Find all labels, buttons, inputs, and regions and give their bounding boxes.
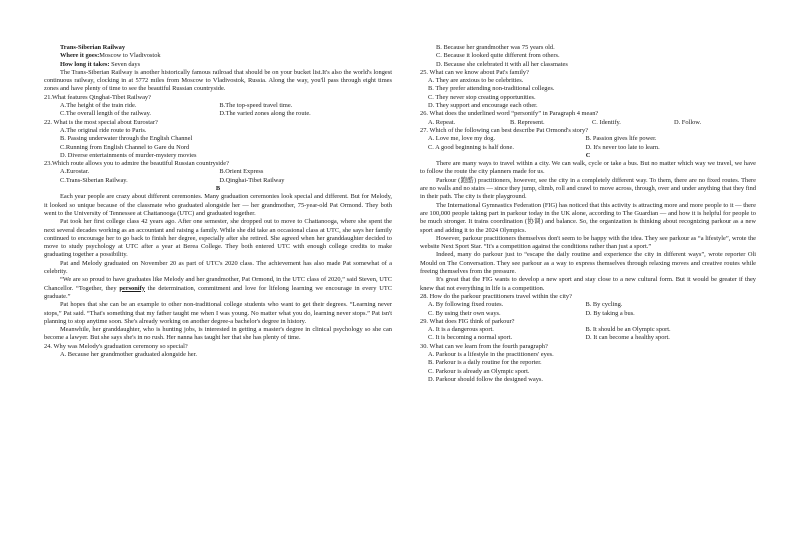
question-25: 25. What can we know about Pat's family? (420, 68, 529, 76)
left-column (44, 44, 392, 359)
q29-option-a: A. It is a dangerous sport. (428, 326, 494, 334)
q21-option-a: A.The height of the train ride. (60, 102, 137, 110)
passage-b-paragraph-2: Pat took her first college class 42 years ago. After one semester, she dropped out to move to Chattanooga, where she spent the next several decades working as an accountant and raising a family. While she did take an occasional class at UTC, she says her family continued to encourage her to go back to finish her degree, especially after she retired. She agreed when her granddaughter decided to move to study psychology at UTC after a year at Berea College. They both entered UTC with enough college credits to make graduating together a possibility. (44, 218, 392, 259)
question-29: 29. What does FIG think of parkour? (420, 317, 515, 325)
q28-option-b: B. By cycling. (585, 301, 623, 309)
passage-a-title: Trans-Siberian Railway (60, 44, 126, 51)
passage-b-paragraph-4: “We are so proud to have graduates like Melody and her grandmother, Pat Ormond, in the UTC class of 2020,” said Steven, UTC Chancellor. “Together, they personify the determination, commitment and love for lifelong learning we encourage in every UTC graduate.” (44, 276, 393, 300)
section-c-heading: C (585, 151, 591, 159)
q29-option-c: C. It is becoming a normal sport. (428, 334, 513, 342)
passage-b-paragraph-6: Meanwhile, her granddaughter, who is hunting jobs, is interested in getting a master's degree in clinical psychology so she can become a lawyer. But she says she's in no rush. Her nanna has taught her that she has plenty of time. (44, 326, 392, 342)
route-line: Where it goes:Moscow to Vladivostok (60, 52, 161, 60)
q27-option-d: D. It's never too late to learn. (585, 143, 660, 151)
q22-option-a: A.The original ride route to Paris. (60, 126, 147, 134)
q26-option-b: B. Represent. (510, 118, 545, 126)
q23-option-d: D.Qinghai-Tibet Railway (219, 176, 285, 184)
passage-c-paragraph-2: Parkour (跑酷) practitioners, however, see the city in a completely different way. To them, there are no fixed routes. There are no walls and no stairs — since they jump, climb, roll and crawl to move across, through, over and under anything that they find in their path. The city is their playground. (420, 176, 756, 201)
passage-c-paragraph-5: Indeed, many do parkour just to “escape the daily routine and experience the city in different ways”, wrote reporter Oli Mould on The Conversation. They see parkour as a way to express themselves through relaxing moves and creative routes while freeing themselves from the pressure. (420, 251, 756, 276)
question-30: 30. What can we learn from the fourth paragraph? (420, 342, 548, 350)
q28-option-d: D. By taking a bus. (585, 309, 635, 317)
passage-b-paragraph-1: Each year people are crazy about different ceremonies. Many graduation ceremonies look special and different. But for Melody, it looked so unique because of the classmate who graduated alongside her — her grandmother, 75-year-old Pat Ormond. They both went to the University of Tennessee at Chattanooga (UTC) and graduated together. (44, 193, 392, 217)
question-22: 22. What is the most special about Eurostar? (44, 118, 158, 126)
q30-option-c: C. Parkour is already an Olympic sport. (428, 367, 530, 375)
q27-option-a: A. Love me, love my dog. (428, 135, 496, 143)
question-27: 27. Which of the following can best describe Pat Ormond's story? (420, 126, 589, 134)
q30-option-d: D. Parkour should follow the designed ways. (428, 375, 544, 383)
q28-option-c: C. By using their own ways. (428, 309, 501, 317)
q30-option-a: A. Parkour is a lifestyle in the practitioners' eyes. (428, 350, 554, 358)
q24-option-d: D. Because she celebrated it with all her classmates (436, 60, 568, 68)
passage-b-paragraph-5: Pat hopes that she can be an example to other non-traditional college students who want to get their degrees. “Learning never stops,” Pat said. “That's something that my father taught me when I was young. No matter what you do, learning never stops.” Pat isn't planning to stop anytime soon. She's already working on another degree-a bachelor's degree in history. (44, 301, 392, 325)
right-column (420, 44, 756, 384)
passage-c-paragraph-1: There are many ways to travel within a city. We can walk, cycle or take a bus. But no matter which way we travel, we have to follow the route the city planners made for us. (420, 160, 756, 176)
q21-option-d: D.The varied zones along the route. (219, 110, 311, 118)
q23-option-b: B.Orient Express (219, 168, 264, 176)
q22-option-b: B. Passing underwater through the English Channel (60, 135, 193, 143)
passage-b-paragraph-3: Pat and Melody graduated on November 20 as part of UTC's 2020 class. The achievement has also made Pat somewhat of a celebrity. (44, 259, 392, 276)
q27-option-c: C. A good beginning is half done. (428, 143, 514, 151)
question-28: 28. How do the parkour practitioners travel within the city? (420, 292, 572, 300)
q25-option-b: B. They prefer attending non-traditional colleges. (428, 85, 555, 93)
q28-option-a: A. By following fixed routes. (428, 301, 504, 309)
q22-option-c: C.Running from English Channel to Gare du Nord (60, 143, 190, 151)
q24-option-c: C. Because it looked quite different from others. (436, 52, 560, 60)
q24-option-a: A. Because her grandmother graduated alongside her. (60, 350, 197, 358)
q25-option-c: C. They never stop creating opportunities. (428, 93, 536, 101)
q23-option-a: A.Eurostar. (60, 168, 90, 176)
passage-c-paragraph-4: However, parkour practitioners themselves don't seem to be happy with the idea. They see parkour as “a lifestyle”, wrote the website Next Sport Star. “It's a competition against the conditions rather than just a sport.” (420, 234, 756, 251)
q26-option-c: C. Identify. (592, 118, 621, 126)
q25-option-d: D. They support and encourage each other. (428, 102, 538, 110)
question-23: 23.Which route allows you to admire the beautiful Russian countryside? (44, 160, 229, 168)
q21-option-b: B.The top-speed travel time. (219, 102, 293, 110)
question-21: 21.What features Qinghai-Tibet Railway? (44, 93, 151, 101)
q22-option-d: D. Diverse entertainments of murder-mystery movies (60, 151, 197, 159)
passage-a-paragraph: The Trans-Siberian Railway is another historically famous railroad that should be on your bucket list.It's also the world's longest continuous railway, clocking in at 5772 miles from Moscow to Vladivostok, Russia. Along the way, you'll pass through eight times zones and have plenty of time to see the beautiful Russian countryside. (44, 68, 392, 93)
q26-option-d: D. Follow. (674, 118, 702, 126)
q29-option-d: D. It can become a healthy sport. (585, 334, 670, 342)
section-b-heading: B (215, 185, 221, 193)
q24-option-b: B. Because her grandmother was 75 years old. (436, 44, 555, 51)
duration-line: How long it takes: Seven days (60, 60, 141, 68)
question-26: 26. What does the underlined word “personify” in Paragraph 4 mean? (420, 110, 599, 118)
q29-option-b: B. It should be an Olympic sport. (585, 326, 671, 334)
q30-option-b: B. Parkour is a daily routine for the reporter. (428, 359, 542, 367)
q27-option-b: B. Passion gives life power. (585, 135, 657, 143)
q26-option-a: A. Repeat. (428, 118, 456, 126)
underlined-word-personify: personify (119, 284, 145, 292)
question-24: 24. Why was Melody's graduation ceremony so special? (44, 342, 188, 350)
passage-c-paragraph-6: It's great that the FIG wants to develop a new sport and stay close to a new cultural form. But it would be greater if they knew that not everything in life is a competition. (420, 276, 756, 292)
q23-option-c: C.Trans-Siberian Railway. (60, 176, 128, 184)
q21-option-c: C.The overall length of the railway. (60, 110, 151, 118)
passage-c-paragraph-3: The International Gymnastics Federation (FIG) has noticed that this activity is attracting more and more people to it — there are 100,000 people taking part in parkour today in the UK alone, according to The Guardian — and how it is helpful for people to be much stronger. It trains coordination (协调) and balance. So, the organization is thinking about recognizing parkour as a new sport and adding it to the 2024 Olympics. (420, 201, 756, 234)
q25-option-a: A. They are anxious to be celebrities. (428, 77, 524, 85)
